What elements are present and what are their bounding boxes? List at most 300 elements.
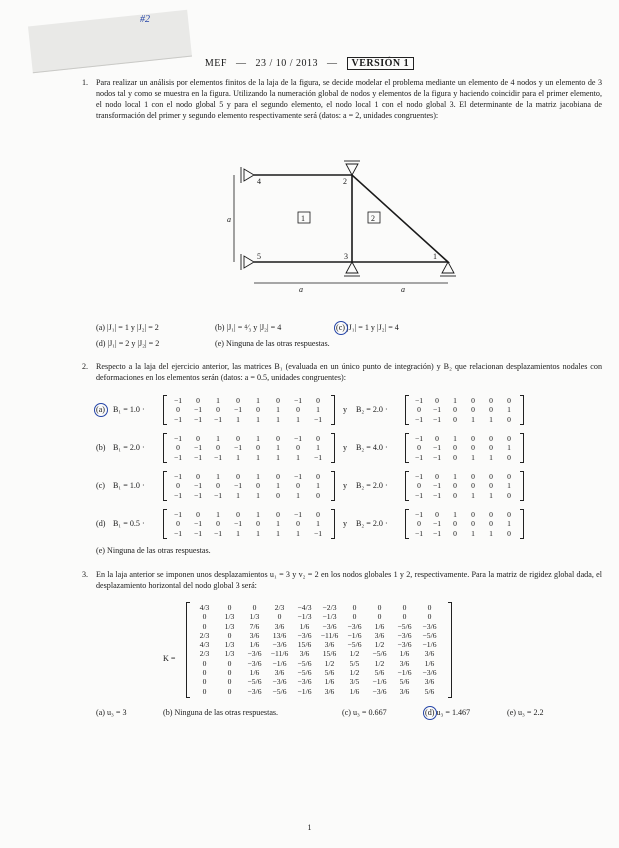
matrix-row xyxy=(410,434,518,443)
matrix-cell: 0 xyxy=(202,658,207,668)
matrix-cell: −1 xyxy=(193,519,203,529)
matrix-cell: 1 xyxy=(276,452,280,462)
matrix-cell: 3/6 xyxy=(274,621,285,631)
matrix-cell: 1 xyxy=(296,414,300,424)
matrix-cell: −1 xyxy=(173,510,183,519)
b2-bracket-right xyxy=(520,509,524,539)
q2-option-label[interactable]: (b) xyxy=(96,443,106,452)
matrix-row xyxy=(192,622,442,631)
matrix-cell: 0 xyxy=(316,434,320,443)
matrix-cell: −1 xyxy=(193,405,203,415)
matrix-cell: −1 xyxy=(432,481,442,491)
q3-option-a[interactable]: (a) u₃ = 3 xyxy=(96,708,127,717)
b1-bracket-right xyxy=(331,395,335,425)
matrix-cell: 1 xyxy=(236,414,240,424)
matrix-cell: −1 xyxy=(293,510,303,519)
matrix-cell: −1 xyxy=(432,452,442,462)
q1-option-c[interactable]: (c) |J₁| = 1 y |J₂| = 4 xyxy=(336,323,399,332)
matrix-cell: 0 xyxy=(453,452,457,462)
matrix-cell: 0 xyxy=(471,519,475,529)
matrix-cell: 0 xyxy=(427,603,432,612)
matrix-cell: 0 xyxy=(176,519,180,529)
support-node4 xyxy=(244,169,254,181)
matrix-cell: 1 xyxy=(256,528,260,538)
matrix-cell: 1/2 xyxy=(374,658,385,668)
matrix-cell: −1/6 xyxy=(397,668,412,678)
matrix-cell: 0 xyxy=(402,612,407,622)
matrix-cell: −1/3 xyxy=(297,612,312,622)
matrix-cell: 1/6 xyxy=(424,658,435,668)
matrix-cell: 1 xyxy=(453,434,457,443)
matrix-cell: −3/6 xyxy=(347,621,362,631)
k-matrix-label: K = xyxy=(163,654,176,663)
matrix-cell: −1 xyxy=(213,452,223,462)
matrix-cell: 2/3 xyxy=(199,630,210,640)
matrix-cell: 3/5 xyxy=(349,677,360,687)
matrix-cell: 0 xyxy=(227,603,232,612)
matrix-cell: 0 xyxy=(202,621,207,631)
b2-coefficient: B₂ = 2.0 · xyxy=(356,481,388,490)
b1-bracket-left xyxy=(163,433,167,463)
matrix-cell: 0 xyxy=(276,396,280,405)
matrix-cell: −1/6 xyxy=(422,640,437,650)
selected-answer-mark xyxy=(334,321,348,335)
matrix-cell: −11/6 xyxy=(270,649,289,659)
matrix-cell: −1 xyxy=(173,452,183,462)
matrix-cell: 0 xyxy=(236,510,240,519)
matrix-cell: 0 xyxy=(176,443,180,453)
matrix-cell: 1 xyxy=(453,472,457,481)
matrix-cell: 0 xyxy=(316,396,320,405)
matrix-cell: −1 xyxy=(414,510,424,519)
q2-text: Respecto a la laja del ejercicio anterior, las matrices B₁ (evaluada en un único punto de integración) y B₂ que relacionan desplazamientos nodales con deformaciones en los elementos serán (datos: a = 0.5, unidades congruentes): xyxy=(96,362,602,382)
matrix-row xyxy=(410,443,518,452)
q1-option-a[interactable]: (a) |J₁| = 1 y |J₂| = 2 xyxy=(96,323,159,332)
k-bracket-left xyxy=(186,602,190,698)
matrix-cell: 0 xyxy=(417,443,421,453)
matrix-cell: 1 xyxy=(276,519,280,529)
matrix-cell: 1 xyxy=(316,519,320,529)
matrix-cell: 1 xyxy=(256,434,260,443)
node-1-label: 1 xyxy=(433,252,437,261)
matrix-cell: 1 xyxy=(453,510,457,519)
b1-coefficient: B₁ = 1.0 · xyxy=(113,405,145,414)
b2-bracket-right xyxy=(520,433,524,463)
q1-number: 1. xyxy=(82,78,89,87)
q3-option-e[interactable]: (e) u₃ = 2.2 xyxy=(507,708,544,717)
matrix-row xyxy=(192,659,442,668)
matrix-cell: 0 xyxy=(471,510,475,519)
matrix-cell: 0 xyxy=(256,405,260,415)
matrix-cell: 0 xyxy=(236,396,240,405)
matrix-cell: 1 xyxy=(276,405,280,415)
matrix-cell: 1 xyxy=(507,481,511,491)
matrix-cell: −3/6 xyxy=(297,677,312,687)
matrix-cell: −3/6 xyxy=(322,621,337,631)
q2-option-label[interactable]: (d) xyxy=(96,519,106,528)
node-3-label: 3 xyxy=(344,252,348,261)
b1-bracket-left xyxy=(163,395,167,425)
matrix-cell: 0 xyxy=(417,405,421,415)
k-bracket-right xyxy=(448,602,452,698)
matrix-cell: −1 xyxy=(313,414,323,424)
matrix-cell: 1 xyxy=(507,405,511,415)
matrix-cell: 3/6 xyxy=(399,686,410,696)
matrix-cell: 0 xyxy=(256,519,260,529)
matrix-cell: 1 xyxy=(507,519,511,529)
matrix-row xyxy=(410,453,518,462)
matrix-cell: −1 xyxy=(414,434,424,443)
matrix-cell: 1 xyxy=(276,481,280,491)
matrix-row xyxy=(410,472,518,481)
page-header xyxy=(0,58,619,69)
matrix-cell: 3/6 xyxy=(399,658,410,668)
matrix-cell: −3/6 xyxy=(422,668,437,678)
matrix-cell: 0 xyxy=(256,443,260,453)
matrix-cell: 7/6 xyxy=(249,621,260,631)
matrix-cell: 1 xyxy=(507,443,511,453)
supports xyxy=(241,161,456,276)
matrix-row xyxy=(410,491,518,500)
matrix-cell: 0 xyxy=(417,481,421,491)
matrix-cell: 0 xyxy=(377,612,382,622)
matrix-cell: 1 xyxy=(489,414,493,424)
matrix-cell: −1 xyxy=(233,481,243,491)
matrix-cell: 1 xyxy=(489,528,493,538)
matrix-cell: 1 xyxy=(471,452,475,462)
matrix-row xyxy=(192,640,442,649)
matrix-cell: 0 xyxy=(196,434,200,443)
q1-option-d[interactable]: (d) |J₁| = 2 y |J₂| = 2 xyxy=(96,339,160,348)
matrix-cell: 0 xyxy=(489,472,493,481)
plate-outline xyxy=(254,175,448,262)
matrix-cell: 0 xyxy=(402,603,407,612)
matrix-cell: 0 xyxy=(453,481,457,491)
matrix-cell: 13/6 xyxy=(272,630,287,640)
stiffness-matrix xyxy=(192,603,442,696)
matrix-row xyxy=(168,510,328,519)
b1-matrix xyxy=(168,510,328,538)
q3-option-b[interactable]: (b) Ninguna de las otras respuestas. xyxy=(163,708,279,717)
matrix-cell: 0 xyxy=(377,603,382,612)
matrix-cell: 0 xyxy=(471,472,475,481)
matrix-cell: 0 xyxy=(507,472,511,481)
q1-option-e[interactable]: (e) Ninguna de las otras respuestas. xyxy=(215,339,330,348)
matrix-cell: 0 xyxy=(507,414,511,424)
matrix-cell: −3/6 xyxy=(272,640,287,650)
matrix-cell: 0 xyxy=(227,677,232,687)
matrix-cell: 0 xyxy=(453,443,457,453)
node-5-label: 5 xyxy=(257,252,261,261)
header-dash: — xyxy=(327,58,338,69)
exam-date: 23 / 10 / 2013 xyxy=(255,58,319,69)
matrix-row xyxy=(410,396,518,405)
matrix-cell: 0 xyxy=(236,434,240,443)
matrix-cell: 1 xyxy=(489,490,493,500)
dim-label-bottom-2: a xyxy=(401,285,405,294)
q3-option-d[interactable]: (d) u₃ = 1.467 xyxy=(425,708,471,717)
matrix-cell: −1 xyxy=(233,405,243,415)
matrix-cell: 0 xyxy=(507,490,511,500)
matrix-cell: 0 xyxy=(489,519,493,529)
matrix-cell: 0 xyxy=(227,668,232,678)
matrix-cell: −1 xyxy=(414,472,424,481)
matrix-cell: 0 xyxy=(507,452,511,462)
matrix-cell: 1/3 xyxy=(224,640,235,650)
matrix-cell: 0 xyxy=(435,472,439,481)
matrix-cell: 0 xyxy=(296,405,300,415)
matrix-cell: −1 xyxy=(173,528,183,538)
matrix-cell: 0 xyxy=(489,405,493,415)
matrix-cell: 0 xyxy=(453,490,457,500)
matrix-cell: 0 xyxy=(202,668,207,678)
matrix-row xyxy=(168,453,328,462)
matrix-cell: −1 xyxy=(414,414,424,424)
matrix-cell: 1/3 xyxy=(224,649,235,659)
matrix-cell: 0 xyxy=(316,472,320,481)
matrix-cell: −5/6 xyxy=(247,677,262,687)
matrix-cell: −4/3 xyxy=(297,603,312,612)
matrix-cell: 1 xyxy=(471,528,475,538)
matrix-cell: 1/3 xyxy=(224,621,235,631)
matrix-cell: 5/6 xyxy=(324,668,335,678)
matrix-cell: −1 xyxy=(173,490,183,500)
q3-number: 3. xyxy=(82,570,89,579)
matrix-cell: 0 xyxy=(417,519,421,529)
matrix-cell: 0 xyxy=(276,472,280,481)
matrix-cell: −1 xyxy=(193,414,203,424)
matrix-row xyxy=(168,415,328,424)
matrix-cell: −1 xyxy=(173,472,183,481)
matrix-cell: 1/6 xyxy=(249,668,260,678)
matrix-row xyxy=(168,405,328,414)
matrix-cell: 1 xyxy=(216,396,220,405)
matrix-cell: 0 xyxy=(435,510,439,519)
matrix-cell: 1/6 xyxy=(324,677,335,687)
matrix-row xyxy=(168,434,328,443)
version-label: VERSIÓN 1 xyxy=(347,57,415,70)
matrix-cell: 1 xyxy=(296,452,300,462)
b2-matrix xyxy=(410,396,518,424)
matrix-cell: 0 xyxy=(435,396,439,405)
matrix-cell: −1 xyxy=(293,434,303,443)
matrix-cell: −1 xyxy=(432,519,442,529)
q2-option-e[interactable]: (e) Ninguna de las otras respuestas. xyxy=(96,546,211,555)
matrix-cell: −3/6 xyxy=(297,630,312,640)
matrix-cell: −1 xyxy=(173,434,183,443)
matrix-cell: −5/6 xyxy=(347,640,362,650)
matrix-row xyxy=(410,405,518,414)
matrix-row xyxy=(410,519,518,528)
matrix-cell: 1 xyxy=(256,396,260,405)
matrix-cell: 0 xyxy=(427,612,432,622)
b2-matrix xyxy=(410,472,518,500)
matrix-cell: 0 xyxy=(507,528,511,538)
matrix-cell: 0 xyxy=(507,510,511,519)
matrix-cell: 0 xyxy=(352,612,357,622)
matrix-cell: 0 xyxy=(176,405,180,415)
matrix-cell: 1 xyxy=(296,490,300,500)
matrix-cell: 1/2 xyxy=(324,658,335,668)
selected-answer-mark xyxy=(423,706,437,720)
and-label: y xyxy=(343,405,348,414)
matrix-cell: 1 xyxy=(236,490,240,500)
matrix-cell: 5/6 xyxy=(374,668,385,678)
element-2-label: 2 xyxy=(371,214,375,223)
matrix-cell: −1 xyxy=(414,396,424,405)
matrix-cell: −3/6 xyxy=(397,640,412,650)
matrix-cell: 3/6 xyxy=(324,686,335,696)
support-node3 xyxy=(346,262,358,273)
matrix-cell: 0 xyxy=(276,434,280,443)
matrix-cell: 4/3 xyxy=(199,603,210,612)
matrix-row xyxy=(168,396,328,405)
matrix-cell: −1/3 xyxy=(322,612,337,622)
matrix-cell: 0 xyxy=(453,414,457,424)
matrix-cell: 3/6 xyxy=(424,649,435,659)
q2-option-label[interactable]: (a) xyxy=(96,405,105,414)
matrix-cell: 0 xyxy=(256,481,260,491)
matrix-cell: −1 xyxy=(193,481,203,491)
matrix-cell: 0 xyxy=(471,481,475,491)
matrix-cell: 1/6 xyxy=(299,621,310,631)
matrix-cell: 0 xyxy=(196,472,200,481)
matrix-cell: −1 xyxy=(213,414,223,424)
matrix-cell: 1 xyxy=(256,452,260,462)
matrix-cell: 1/2 xyxy=(349,649,360,659)
selected-answer-mark xyxy=(94,403,108,417)
matrix-cell: 1/3 xyxy=(249,612,260,622)
b1-bracket-left xyxy=(163,509,167,539)
support-node2 xyxy=(346,164,358,175)
matrix-cell: 2/3 xyxy=(274,603,285,612)
matrix-cell: 1/2 xyxy=(349,668,360,678)
matrix-cell: 0 xyxy=(453,519,457,529)
matrix-cell: −3/6 xyxy=(397,630,412,640)
q2-number: 2. xyxy=(82,362,89,371)
matrix-cell: 1 xyxy=(216,510,220,519)
matrix-cell: 0 xyxy=(196,510,200,519)
dim-label-bottom-1: a xyxy=(299,285,303,294)
matrix-cell: 0 xyxy=(471,443,475,453)
matrix-cell: −1 xyxy=(414,528,424,538)
matrix-cell: −1/6 xyxy=(272,658,287,668)
matrix-row xyxy=(192,631,442,640)
matrix-cell: 0 xyxy=(227,630,232,640)
matrix-cell: −1 xyxy=(293,396,303,405)
matrix-row xyxy=(168,443,328,452)
matrix-cell: 15/6 xyxy=(297,640,312,650)
matrix-cell: 1/3 xyxy=(224,612,235,622)
matrix-cell: 5/6 xyxy=(424,686,435,696)
matrix-cell: −3/6 xyxy=(247,649,262,659)
matrix-cell: −3/6 xyxy=(247,658,262,668)
matrix-row xyxy=(410,529,518,538)
matrix-cell: −11/6 xyxy=(320,630,339,640)
matrix-cell: −1/6 xyxy=(297,686,312,696)
matrix-cell: 0 xyxy=(489,434,493,443)
matrix-cell: 0 xyxy=(296,443,300,453)
matrix-cell: −1 xyxy=(414,452,424,462)
matrix-cell: 0 xyxy=(453,405,457,415)
matrix-row xyxy=(168,472,328,481)
b2-coefficient: B₂ = 4.0 · xyxy=(356,443,388,452)
matrix-cell: 0 xyxy=(216,405,220,415)
q3-option-c[interactable]: (c) u₃ = 0.667 xyxy=(342,708,387,717)
b1-coefficient: B₁ = 2.0 · xyxy=(113,443,145,452)
b1-matrix xyxy=(168,434,328,462)
matrix-cell: 1 xyxy=(216,472,220,481)
matrix-cell: 0 xyxy=(196,396,200,405)
matrix-cell: 0 xyxy=(252,603,257,612)
dim-label-left: a xyxy=(227,215,231,224)
matrix-cell: −3/6 xyxy=(372,686,387,696)
support-node5 xyxy=(244,256,254,268)
matrix-row xyxy=(192,687,442,696)
matrix-row xyxy=(410,510,518,519)
matrix-cell: 1 xyxy=(256,510,260,519)
matrix-cell: 2/3 xyxy=(199,649,210,659)
matrix-cell: 0 xyxy=(507,434,511,443)
matrix-cell: 1 xyxy=(471,490,475,500)
matrix-cell: 1 xyxy=(453,396,457,405)
matrix-cell: −3/6 xyxy=(422,621,437,631)
b1-coefficient: B₁ = 1.0 · xyxy=(113,481,145,490)
matrix-row xyxy=(168,481,328,490)
matrix-cell: 1 xyxy=(489,452,493,462)
q1-option-b[interactable]: (b) |J₁| = ⁴⁄₃ y |J₂| = 4 xyxy=(215,323,282,332)
b2-bracket-left xyxy=(405,471,409,501)
matrix-cell: 0 xyxy=(216,443,220,453)
matrix-cell: 0 xyxy=(296,519,300,529)
b1-bracket-left xyxy=(163,471,167,501)
b2-bracket-right xyxy=(520,471,524,501)
matrix-cell: −1 xyxy=(233,519,243,529)
matrix-cell: 1 xyxy=(256,490,260,500)
matrix-cell: 1 xyxy=(276,443,280,453)
b1-bracket-right xyxy=(331,433,335,463)
matrix-cell: 1 xyxy=(471,414,475,424)
matrix-row xyxy=(168,491,328,500)
matrix-cell: 3/6 xyxy=(374,630,385,640)
matrix-cell: 3/6 xyxy=(424,677,435,687)
matrix-row xyxy=(192,612,442,621)
node-4-label: 4 xyxy=(257,177,261,186)
b2-matrix xyxy=(410,434,518,462)
matrix-cell: 5/6 xyxy=(399,677,410,687)
matrix-cell: 1 xyxy=(216,434,220,443)
matrix-cell: 4/3 xyxy=(199,640,210,650)
matrix-cell: 1 xyxy=(236,528,240,538)
matrix-cell: 1 xyxy=(276,528,280,538)
matrix-cell: 0 xyxy=(316,510,320,519)
q2-option-label[interactable]: (c) xyxy=(96,481,105,490)
matrix-cell: 0 xyxy=(507,396,511,405)
b1-matrix xyxy=(168,396,328,424)
b1-coefficient: B₁ = 0.5 · xyxy=(113,519,145,528)
matrix-cell: 0 xyxy=(435,434,439,443)
matrix-cell: −5/6 xyxy=(272,686,287,696)
matrix-cell: 3/6 xyxy=(274,668,285,678)
matrix-cell: −1 xyxy=(432,443,442,453)
b2-bracket-left xyxy=(405,433,409,463)
b2-coefficient: B₂ = 2.0 · xyxy=(356,405,388,414)
element-1-label: 1 xyxy=(301,214,305,223)
matrix-cell: −1/6 xyxy=(372,677,387,687)
q1-text: Para realizar un análisis por elementos finitos de la laja de la figura, se decide modelar el problema mediante un elemento de 4 nodos y un elemento de 3 nodos tal y como se muestra en la figura. Utilizando la numeración global de nodos y elementos de la figura y haciendo coincidir para el primer elemento, el nodo local 1 con el nodo global 5 y para el segundo elemento, el nodo local 1 con el nodo global 3. El determinante de la matriz jacobiana de transformación del primer y segundo elemento respectivamente será (datos: a = 2, unidades congruentes): xyxy=(96,78,602,120)
b2-bracket-left xyxy=(405,395,409,425)
matrix-cell: 0 xyxy=(489,443,493,453)
